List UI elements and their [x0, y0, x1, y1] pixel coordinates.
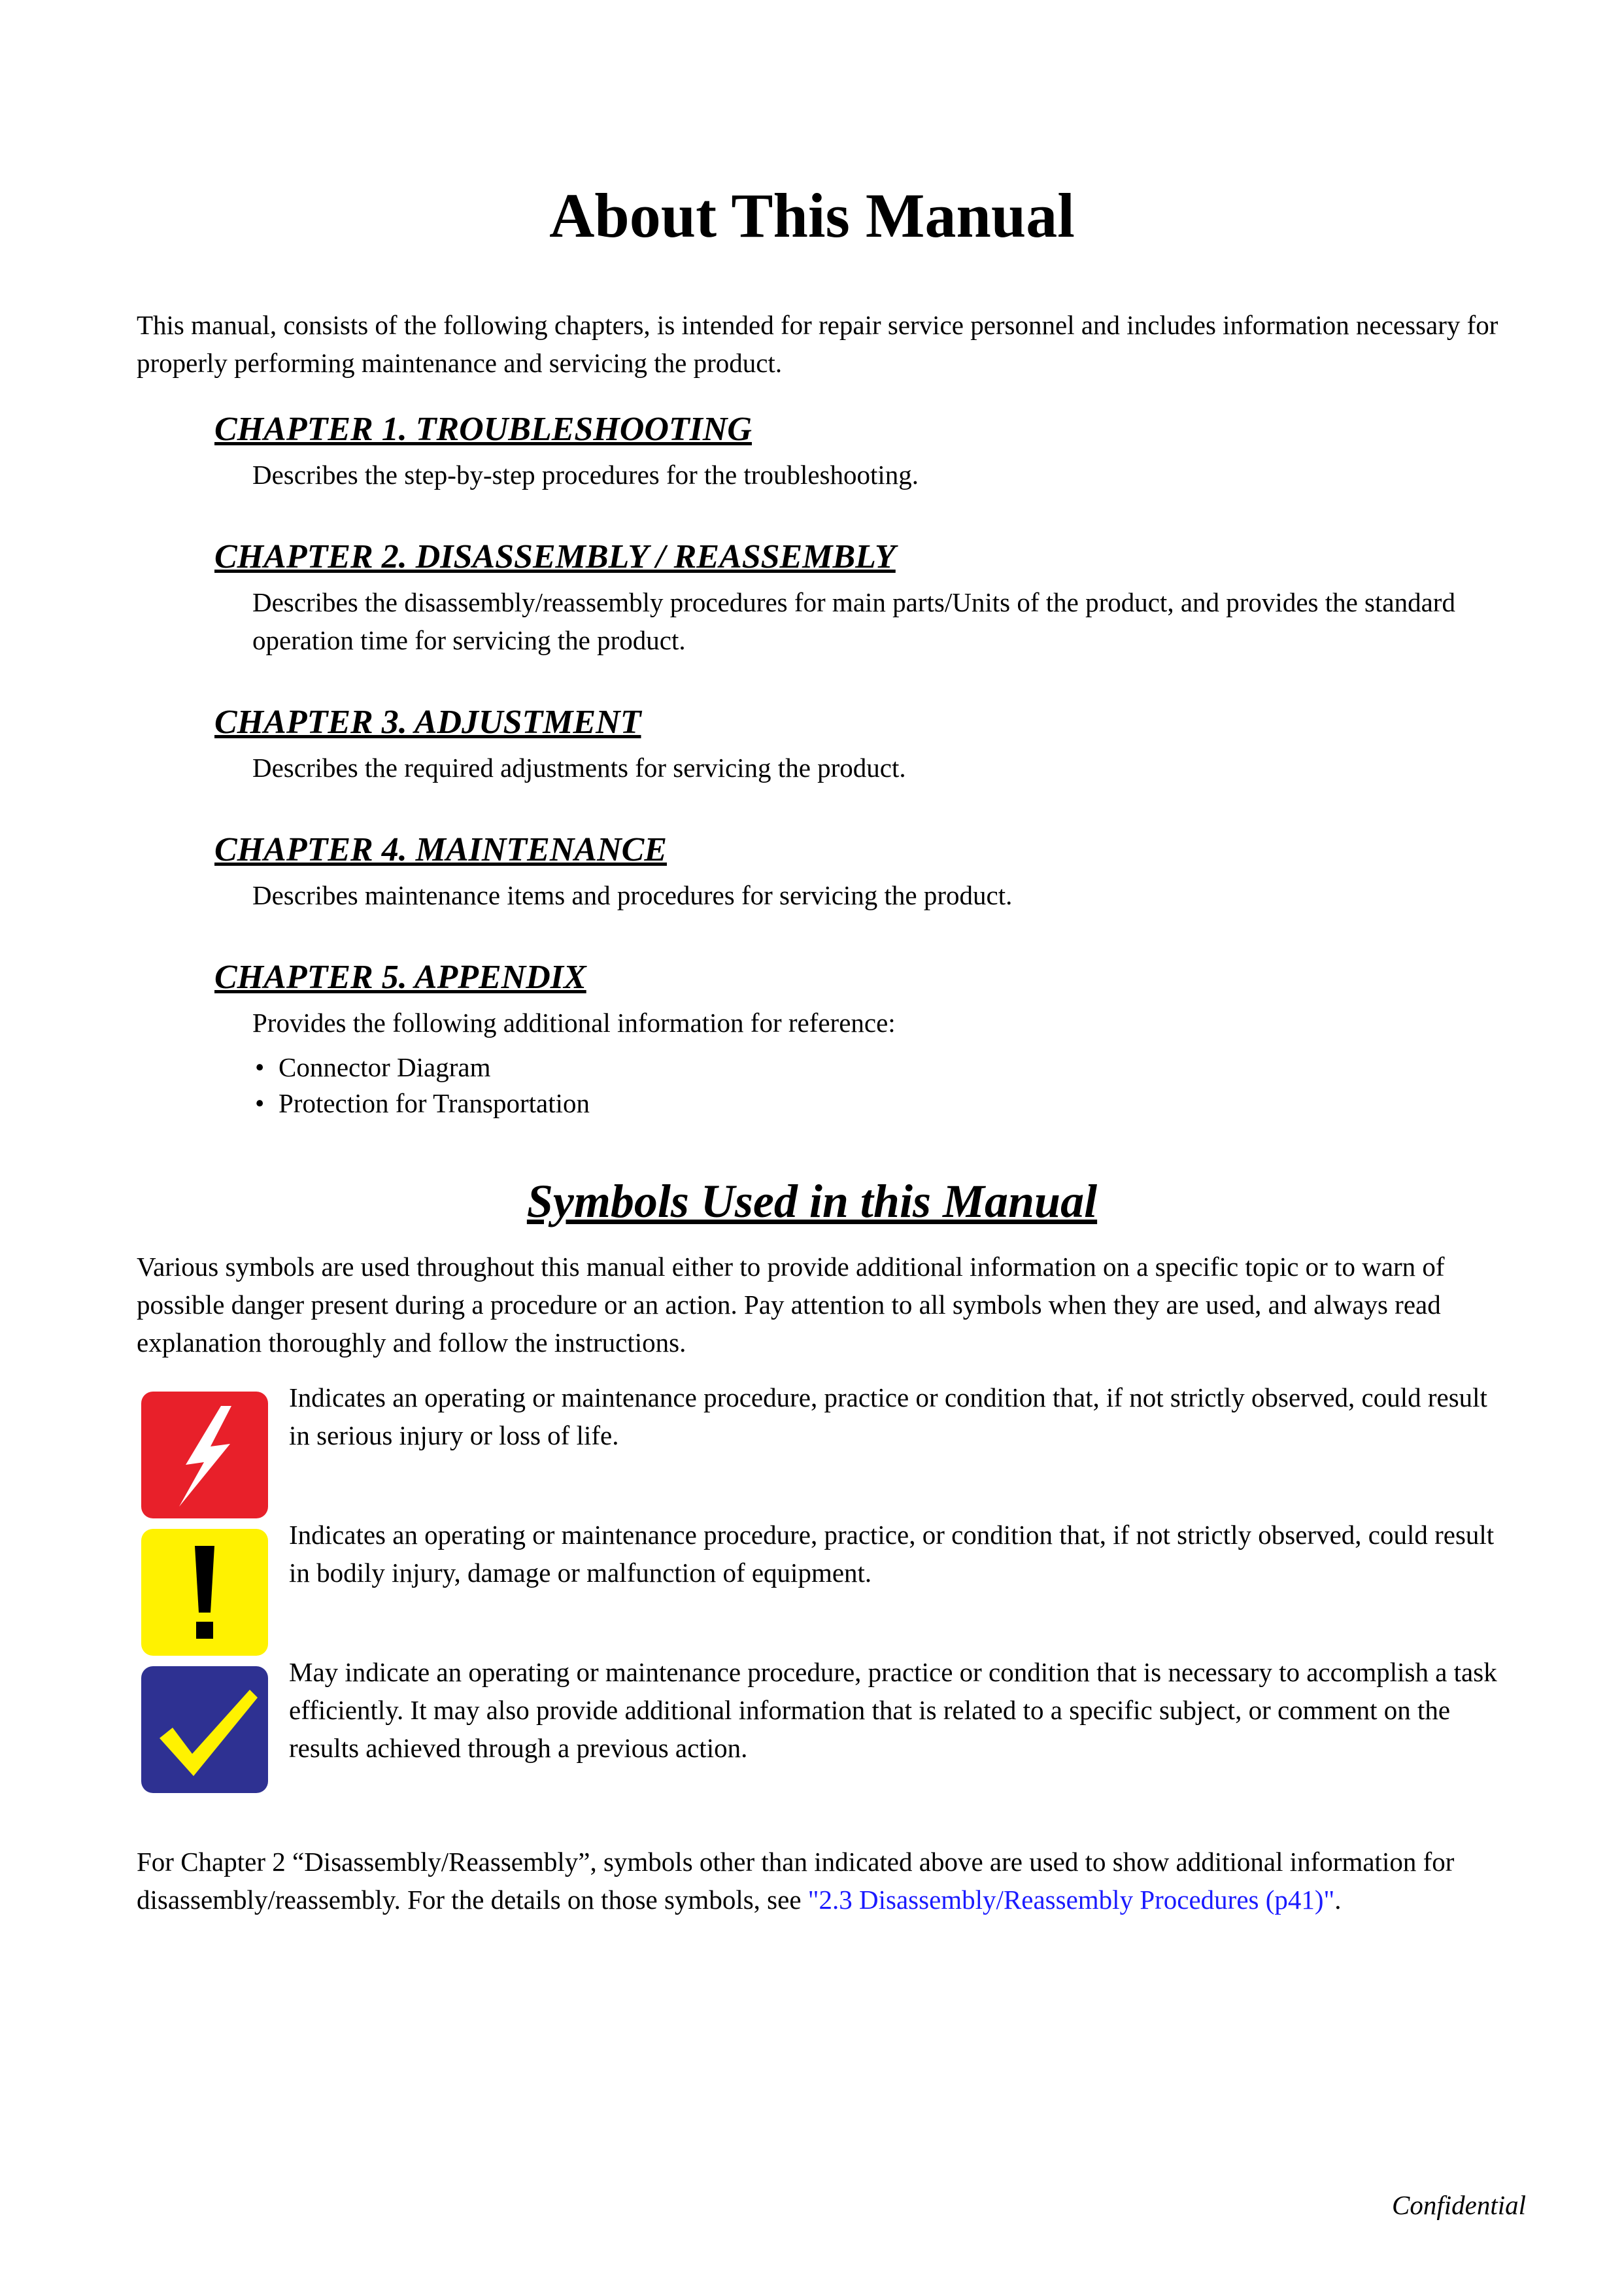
- chapter-3: [214, 702, 1522, 787]
- chapter2-reference-paragraph: [137, 1843, 1510, 1919]
- list-item-text: Connector Diagram: [279, 1052, 491, 1082]
- chapter-heading: CHAPTER 4. MAINTENANCE: [214, 831, 668, 868]
- warning-description: Indicates an operating or maintenance procedure, practice or condition that, if not strictly observed, could result in serious injury or loss of life.: [289, 1382, 1487, 1450]
- procedures-link[interactable]: "2.3 Disassembly/Reassembly Procedures (p41)": [807, 1885, 1335, 1915]
- list-item-text: Protection for Transportation: [279, 1088, 590, 1118]
- appendix-bullet-list: [252, 1050, 1522, 1121]
- list-item: [252, 1050, 1522, 1086]
- chapter-description: Provides the following additional information for reference:: [252, 1008, 896, 1038]
- checkmark-note-icon: [141, 1666, 268, 1793]
- note-description: May indicate an operating or maintenance procedure, practice or condition that is necessary to accomplish a task efficiently. It may also provide additional information that is related to a specific subject, or comment on the results achieved through a previous action.: [289, 1657, 1497, 1763]
- chapter-description: Describes the required adjustments for servicing the product.: [252, 753, 906, 783]
- caution-description: Indicates an operating or maintenance procedure, practice, or condition that, if not strictly observed, could result in bodily injury, damage or malfunction of equipment.: [289, 1520, 1495, 1588]
- chapter-heading: CHAPTER 2. DISASSEMBLY / REASSEMBLY: [214, 538, 896, 575]
- chapter-2: [214, 536, 1522, 659]
- chapter-1: [214, 409, 1522, 494]
- chapter-heading: CHAPTER 5. APPENDIX: [214, 959, 586, 996]
- chapter-4: [214, 829, 1522, 914]
- lightning-warning-icon: [141, 1392, 268, 1518]
- chapter-heading: CHAPTER 3. ADJUSTMENT: [214, 704, 641, 741]
- chapter-5: [214, 957, 1522, 1121]
- chapter-description: Describes the disassembly/reassembly procedures for main parts/Units of the product, and provides the standard operation time for servicing the product.: [252, 587, 1455, 655]
- chapter-description: Describes maintenance items and procedures for servicing the product.: [252, 880, 1013, 910]
- intro-paragraph: This manual, consists of the following chapters, is intended for repair service personnel and includes information necessary for properly performing maintenance and servicing the product.: [137, 310, 1498, 378]
- reference-end: .: [1334, 1885, 1342, 1915]
- exclamation-caution-icon: [141, 1529, 268, 1656]
- reference-text: For Chapter 2 “Disassembly/Reassembly”, symbols other than indicated above are used to show additional information for disassembly/reassembly. For the details on those symbols, see: [137, 1847, 1455, 1915]
- chapter-description: Describes the step-by-step procedures for the troubleshooting.: [252, 460, 919, 490]
- page-title: About This Manual: [549, 180, 1075, 250]
- list-item: [252, 1086, 1522, 1121]
- bullet-dot: •: [255, 1052, 265, 1082]
- chapter-heading: CHAPTER 1. TROUBLESHOOTING: [214, 411, 752, 448]
- symbols-heading: Symbols Used in this Manual: [526, 1175, 1098, 1227]
- confidential-label: Confidential: [1392, 2190, 1526, 2220]
- bullet-dot: •: [255, 1088, 265, 1118]
- symbols-intro: Various symbols are used throughout this manual either to provide additional information on a specific topic or to warn of possible danger present during a procedure or an action. Pay attention to all symbols when they are used, and always read explanation thoroughly and follow the instructions.: [137, 1252, 1445, 1358]
